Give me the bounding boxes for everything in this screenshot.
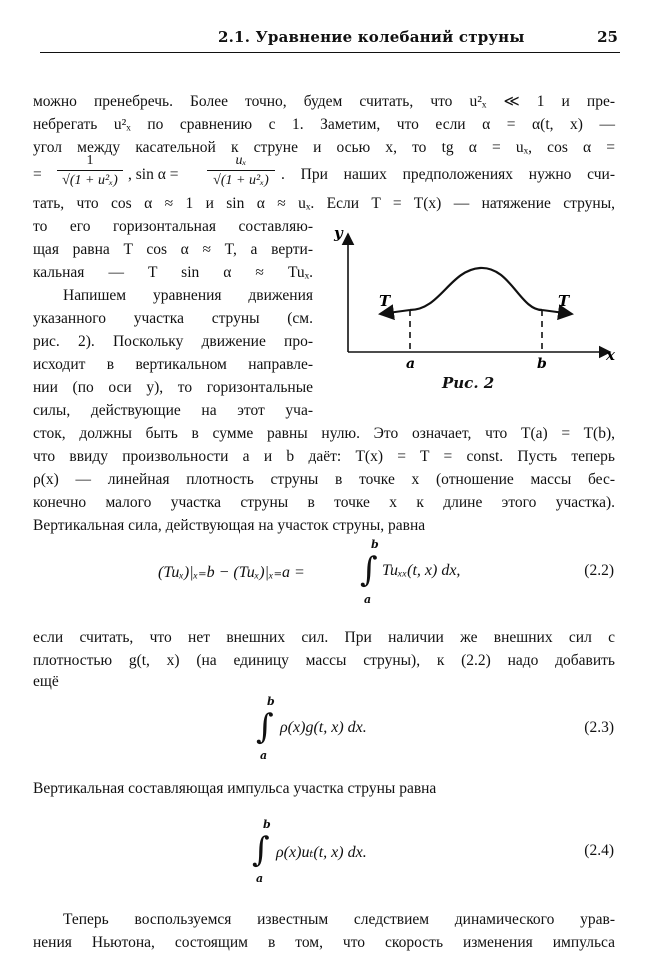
eq22-lower-limit: a	[364, 593, 372, 606]
eq22-number: (2.2)	[584, 562, 614, 579]
string-curve	[410, 268, 542, 310]
text-line-3: угол между касательной к струне и осью x, то tg α = uₓ, cos α =	[33, 139, 615, 156]
text-line-22: ещё	[33, 673, 59, 690]
eq24-number: (2.4)	[584, 842, 614, 859]
text-line-7: щая равна T cos α ≈ T, а верти-	[33, 241, 313, 258]
sin-label: , sin α =	[128, 166, 179, 183]
text-line-8: кальная — T sin α ≈ Tuₓ.	[33, 264, 313, 281]
tension-arrow-right	[542, 310, 572, 314]
text-line-21: плотностью g(t, x) (на единицу массы струны), к (2.2) надо добавить	[33, 652, 615, 669]
eq24-upper-limit: b	[263, 818, 271, 831]
text-line-23: Вертикальная составляющая импульса участка струны равна	[33, 780, 437, 797]
eq23-integral-sign: ∫	[256, 707, 274, 747]
eq22-upper-limit: b	[371, 538, 379, 551]
eq23-integrand: ρ(x)g(t, x) dx.	[280, 719, 367, 736]
text-line-11: рис. 2). Поскольку движение про-	[33, 333, 313, 350]
text-line-9: Напишем уравнения движения	[63, 287, 313, 304]
eq22-lhs: (Tuₓ)|ₓ₌b − (Tuₓ)|ₓ₌a =	[158, 564, 305, 581]
fraction-sin-numerator: uₓ	[235, 153, 247, 168]
text-line-5: тать, что cos α ≈ 1 и sin α ≈ uₓ. Если T = T(x) — натяжение струны,	[33, 195, 615, 212]
text-line-15: сток, должны быть в сумме равны нулю. Это означает, что T(a) = T(b),	[33, 425, 615, 442]
eq23-upper-limit: b	[267, 695, 275, 708]
text-line-19: Вертикальная сила, действующая на участок струны, равна	[33, 517, 426, 534]
line4-rest: . При наших предположениях нужно счи-	[281, 166, 615, 183]
eq23-number: (2.3)	[584, 719, 614, 736]
text-line-12: исходит в вертикальном направле-	[33, 356, 313, 373]
eq24-integral-sign: ∫	[252, 830, 270, 870]
text-line-10: указанного участка струны (см.	[33, 310, 313, 327]
section-title: 2.1. Уравнение колебаний струны	[218, 28, 525, 46]
eq22-integrand: Tuₓₓ(t, x) dx,	[382, 562, 461, 579]
running-header	[40, 22, 620, 53]
figure-caption: Рис. 2	[442, 374, 495, 392]
text-line-18: конечно малого участка струны в точке x к длине этого участка).	[33, 494, 615, 511]
text-line-16: что ввиду произвольности a и b даёт: T(x) = T = const. Пусть теперь	[33, 448, 615, 465]
eq23-lower-limit: a	[260, 749, 268, 762]
fraction-cos-denominator: √(1 + u²ₓ)	[62, 173, 118, 188]
figure-string-diagram	[330, 222, 620, 397]
fraction-sin-denominator: √(1 + u²ₓ)	[213, 173, 269, 188]
text-line-17: ρ(x) — линейная плотность струны в точке x (отношение массы бес-	[33, 471, 615, 488]
fraction-cos-numerator: 1	[86, 153, 94, 168]
text-line-14: силы, действующие на этот уча-	[33, 402, 313, 419]
text-line-4	[33, 152, 615, 196]
text-line-25: нения Ньютона, состоящим в том, что скорость изменения импульса	[33, 934, 615, 951]
x-axis-label: x	[606, 346, 615, 364]
text-line-24: Теперь воспользуемся известным следствием динамического урав-	[63, 911, 615, 928]
fraction-sin	[203, 152, 279, 191]
text-line-1: можно пренебречь. Более точно, будем считать, что u²ₓ ≪ 1 и пре-	[33, 93, 615, 110]
tension-label-left: T	[379, 292, 391, 310]
eq24-lower-limit: a	[256, 872, 264, 885]
tension-label-right: T	[558, 292, 570, 310]
tension-arrow-left	[380, 310, 410, 314]
point-a-label: a	[406, 356, 416, 372]
point-b-label: b	[537, 356, 547, 372]
page-number: 25	[597, 28, 618, 46]
y-axis-label: y	[334, 224, 343, 242]
text-line-20: если считать, что нет внешних сил. При наличии же внешних сил с	[33, 629, 615, 646]
text-line-2: небрегать u²ₓ по сравнению с 1. Заметим, что если α = α(t, x) —	[33, 116, 615, 133]
eq22-integral-sign: ∫	[360, 550, 378, 590]
fraction-cos	[53, 152, 127, 191]
eq24-integrand: ρ(x)uₜ(t, x) dx.	[276, 844, 367, 861]
eq-sign: =	[33, 166, 42, 183]
text-line-6: то его горизонтальная составляю-	[33, 218, 313, 235]
text-line-13: нии (по оси y), то горизонтальные	[33, 379, 313, 396]
